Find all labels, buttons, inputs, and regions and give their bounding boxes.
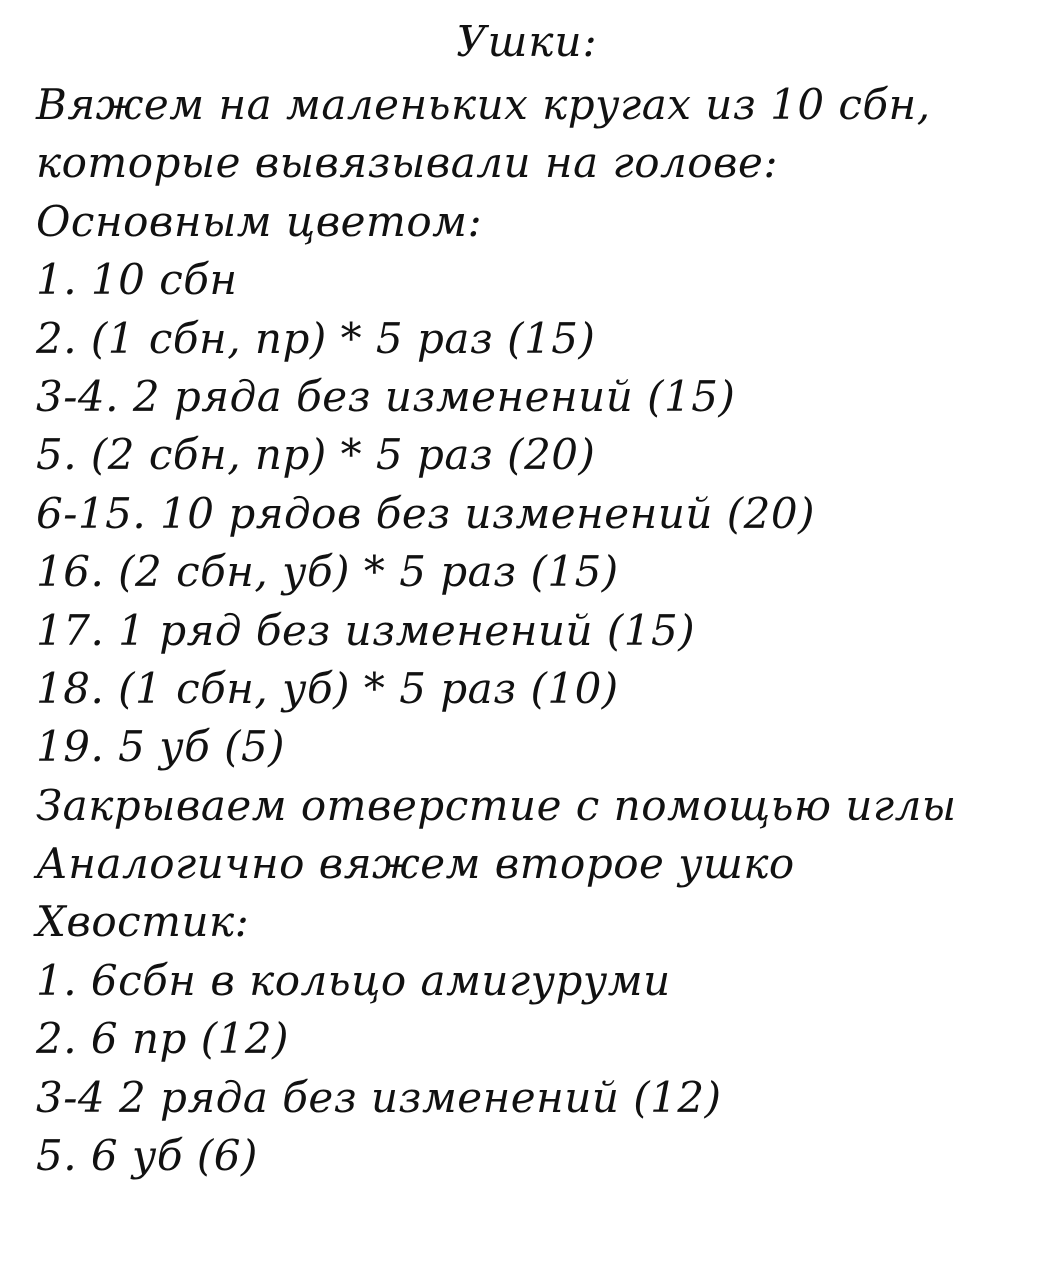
pattern-line: 19. 5 уб (5) xyxy=(36,722,286,772)
pattern-line: 1. 10 сбн xyxy=(36,255,238,305)
pattern-line: Вяжем на маленьких кругах из 10 сбн, xyxy=(36,80,931,129)
section-title-ears: Ушки: xyxy=(456,17,598,66)
pattern-line: 5. 6 уб (6) xyxy=(36,1131,258,1181)
pattern-line: 18. (1 сбн, уб) * 5 раз (10) xyxy=(36,663,619,713)
pattern-line: Закрываем отверстие с помощью иглы xyxy=(36,780,957,830)
pattern-line: Аналогично вяжем второе ушко xyxy=(36,839,795,889)
pattern-line: 17. 1 ряд без изменений (15) xyxy=(36,605,696,655)
pattern-line: 2. (1 сбн, пр) * 5 раз (15) xyxy=(36,313,596,363)
pattern-line: 2. 6 пр (12) xyxy=(36,1014,289,1064)
pattern-lines xyxy=(36,76,1036,1185)
pattern-line: 3-4 2 ряда без изменений (12) xyxy=(36,1072,722,1122)
section-title-tail: Хвостик: xyxy=(36,897,250,947)
pattern-line: Основным цветом: xyxy=(36,196,483,246)
pattern-line: 16. (2 сбн, уб) * 5 раз (15) xyxy=(36,547,619,597)
pattern-line: 1. 6сбн в кольцо амигуруми xyxy=(36,955,671,1005)
pattern-line: 5. (2 сбн, пр) * 5 раз (20) xyxy=(36,430,596,480)
pattern-line: 3-4. 2 ряда без изменений (15) xyxy=(36,371,736,421)
pattern-line: 6-15. 10 рядов без изменений (20) xyxy=(36,488,815,538)
pattern-line: которые вывязывали на голове: xyxy=(36,138,778,188)
